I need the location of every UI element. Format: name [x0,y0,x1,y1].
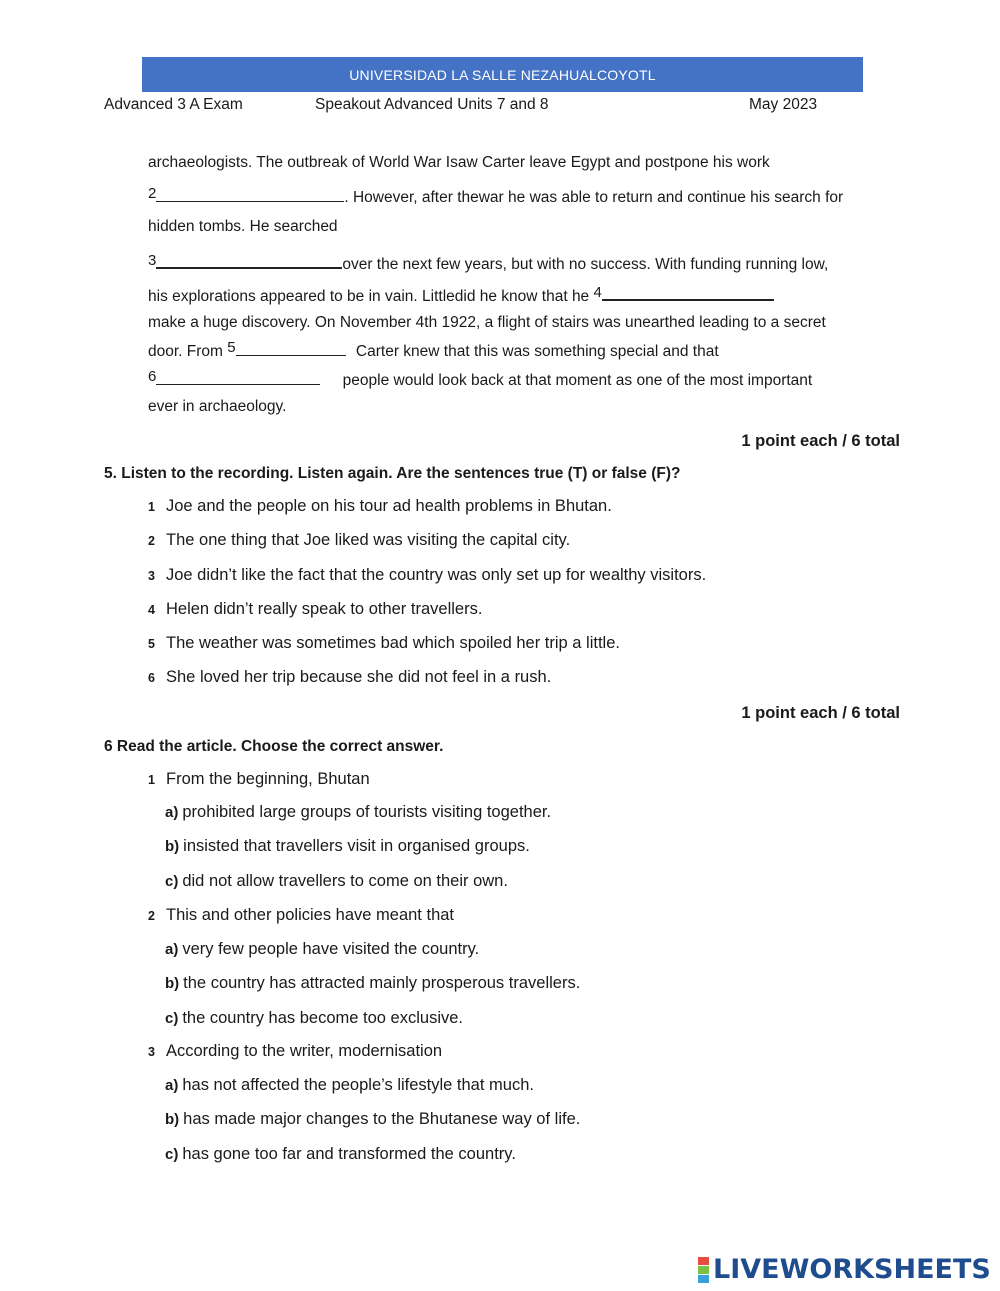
exam-date: May 2023 [749,96,818,113]
item-number: 5 [148,637,155,651]
logo-text: LIVEWORKSHEETS [713,1254,991,1285]
passage-line-8 [148,370,812,390]
passage-text: people would look back at that moment as one of the most important [342,372,813,389]
item-text: She loved her trip because she did not feel in a rush. [166,668,552,686]
question-stem [148,770,370,789]
answer-blank-3[interactable] [156,253,342,269]
tf-item[interactable] [148,566,706,585]
answer-option[interactable] [165,1110,580,1129]
passage-line-6: make a huge discovery. On November 4th 1922, a flight of stairs was unearthed leading to a secret [148,314,826,331]
passage-line-1: archaeologists. The outbreak of World War Isaw Carter leave Egypt and postpone his work [148,154,770,171]
answer-option[interactable] [165,1076,534,1095]
answer-option[interactable] [165,803,551,822]
option-text: has made major changes to the Bhutanese way of life. [183,1110,581,1128]
tf-item[interactable] [148,600,482,619]
blank-number-4: 4 [593,284,602,301]
question-stem [148,1042,442,1061]
passage-line-3: hidden tombs. He searched [148,218,338,235]
passage-text: over the next few years, but with no success. With funding running low, [342,256,829,273]
option-text: insisted that travellers visit in organised groups. [183,837,530,855]
item-text: Joe didn’t like the fact that the country was only set up for wealthy visitors. [166,566,707,584]
passage-line-7 [148,341,719,361]
tf-item[interactable] [148,497,612,516]
passage-text: . However, after thewar he was able to return and continue his search for [344,189,844,206]
question-text: From the beginning, Bhutan [166,770,370,788]
blank-number-3: 3 [148,252,157,269]
book-title: Speakout Advanced Units 7 and 8 [315,96,549,113]
option-letter: b) [165,838,180,855]
answer-option[interactable] [165,1009,463,1028]
question-stem [148,906,454,925]
blank-number-5: 5 [227,339,236,356]
passage-text: door. From [148,343,223,360]
liveworksheets-logo[interactable] [698,1254,991,1285]
option-text: prohibited large groups of tourists visiting together. [182,803,552,821]
option-letter: b) [165,975,180,992]
tf-item[interactable] [148,668,551,687]
section-6-heading: 6 Read the article. Choose the correct answer. [104,738,444,755]
question-number: 1 [148,773,155,787]
passage-text: Carter knew that this was something special and that [355,343,719,360]
answer-option[interactable] [165,974,580,993]
item-number: 6 [148,671,155,685]
score-label-2: 1 point each / 6 total [741,704,900,722]
question-number: 3 [148,1045,155,1059]
passage-line-4 [148,253,828,274]
answer-blank-2[interactable] [156,187,344,202]
question-text: According to the writer, modernisation [166,1042,443,1060]
option-text: did not allow travellers to come on their own. [182,872,508,890]
passage-line-9: ever in archaeology. [148,398,287,415]
item-text: Joe and the people on his tour ad health problems in Bhutan. [166,497,612,515]
item-number: 4 [148,603,155,617]
university-banner: UNIVERSIDAD LA SALLE NEZAHUALCOYOTL [142,57,863,92]
tf-item[interactable] [148,531,570,550]
question-number: 2 [148,909,155,923]
answer-blank-5[interactable] [236,341,346,356]
section-5-heading: 5. Listen to the recording. Listen again. Are the sentences true (T) or false (F)? [104,465,681,482]
answer-blank-4[interactable] [602,285,774,301]
blank-number-6: 6 [148,368,157,385]
item-number: 2 [148,534,155,548]
liveworksheets-logo-icon [698,1257,709,1283]
option-letter: a) [165,1077,179,1094]
passage-line-2 [148,187,843,207]
blank-number-2: 2 [148,185,157,202]
tf-item[interactable] [148,634,620,653]
answer-option[interactable] [165,837,530,856]
option-letter: a) [165,941,179,958]
item-text: The one thing that Joe liked was visiting the capital city. [166,531,571,549]
option-text: very few people have visited the country. [182,940,480,958]
answer-option[interactable] [165,1145,516,1164]
option-letter: c) [165,1010,179,1027]
item-number: 1 [148,500,155,514]
exam-title: Advanced 3 A Exam [104,96,243,113]
option-text: the country has attracted mainly prosperous travellers. [183,974,581,992]
passage-line-5 [148,285,774,306]
answer-option[interactable] [165,940,479,959]
item-number: 3 [148,569,155,583]
option-letter: a) [165,804,179,821]
option-letter: c) [165,1146,179,1163]
score-label-1: 1 point each / 6 total [741,432,900,450]
option-text: has gone too far and transformed the country. [182,1145,516,1163]
question-text: This and other policies have meant that [166,906,455,924]
option-text: has not affected the people’s lifestyle that much. [182,1076,534,1094]
option-letter: b) [165,1111,180,1128]
passage-text: his explorations appeared to be in vain. Littledid he know that he [148,288,590,305]
item-text: The weather was sometimes bad which spoiled her trip a little. [166,634,620,652]
answer-blank-6[interactable] [156,370,320,385]
answer-option[interactable] [165,872,508,891]
option-letter: c) [165,873,179,890]
option-text: the country has become too exclusive. [182,1009,463,1027]
item-text: Helen didn’t really speak to other travellers. [166,600,483,618]
